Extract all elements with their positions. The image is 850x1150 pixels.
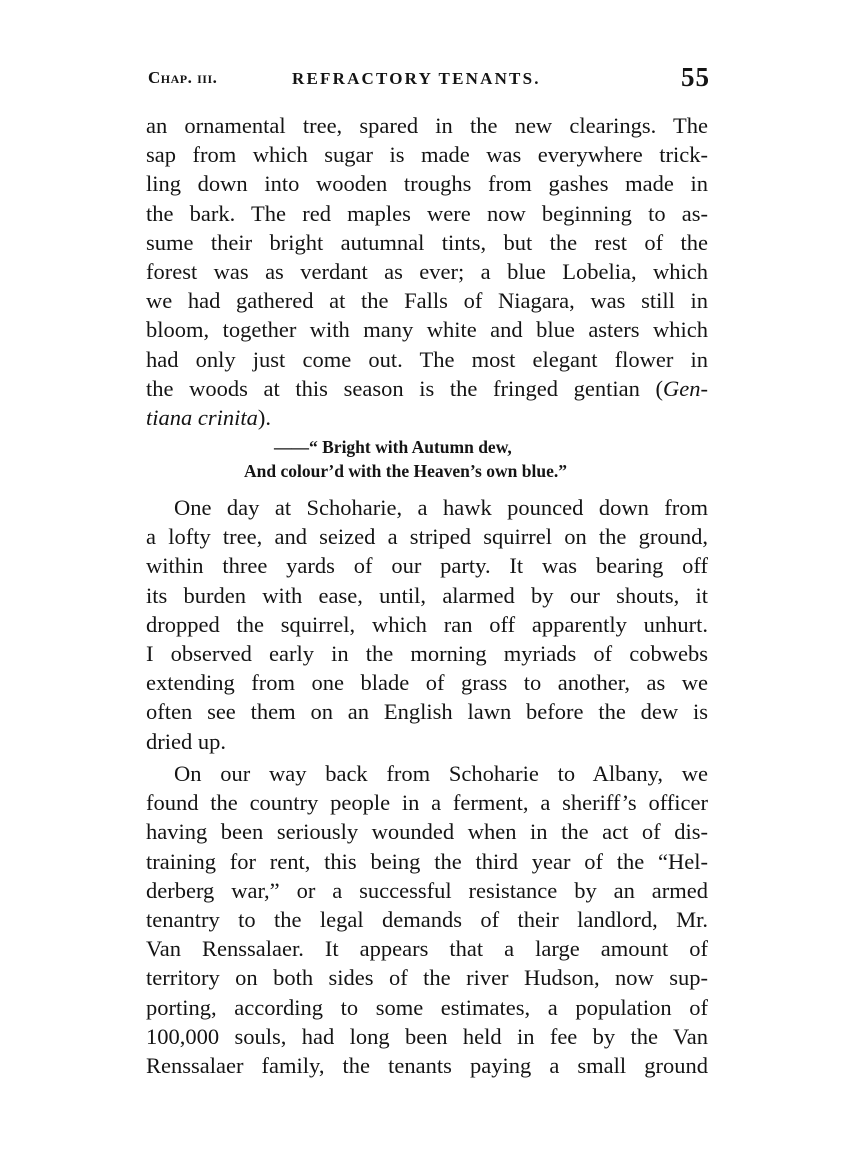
chapter-label: Chap. iii. xyxy=(148,68,218,87)
running-header xyxy=(146,60,712,96)
paragraph-continued xyxy=(146,111,708,432)
text-line xyxy=(146,403,708,432)
text-line: bloom, together with many white and blue asters which xyxy=(146,317,708,343)
text-line xyxy=(146,374,708,403)
running-title: REFRACTORY TENANTS. xyxy=(292,69,541,88)
text-line: extending from one blade of grass to another, as we xyxy=(146,670,708,696)
text-line: dropped the squirrel, which ran off apparently unhurt. xyxy=(146,611,708,637)
text-line: an ornamental tree, spared in the new clearings. The xyxy=(146,113,708,138)
text-line: One day at Schoharie, a hawk pounced down from xyxy=(174,495,708,520)
text-line: a lofty tree, and seized a striped squirrel on the ground, xyxy=(146,524,708,550)
text-line: 100,000 souls, had long been held in fee by the Van xyxy=(146,1023,708,1049)
text-line: its burden with ease, until, alarmed by our shouts, it xyxy=(146,582,708,608)
text-line: porting, according to some estimates, a population of xyxy=(146,994,708,1020)
text-line: had only just come out. The most elegant flower in xyxy=(146,346,708,372)
page-number: 55 xyxy=(681,62,710,92)
text-line: tenantry to the legal demands of their landlord, Mr. xyxy=(146,906,708,932)
italic-fragment: Gen- xyxy=(663,375,708,401)
text-line: Renssalaer family, the tenants paying a small ground xyxy=(146,1052,708,1078)
text-line: found the country people in a ferment, a sheriff’s officer xyxy=(146,790,708,816)
text-line: training for rent, this being the third year of the “Hel- xyxy=(146,848,708,874)
text-line: On our way back from Schoharie to Albany, we xyxy=(174,761,708,786)
paragraph xyxy=(146,493,708,756)
quote-line: And colour’d with the Heaven’s own blue.” xyxy=(244,461,567,481)
text-fragment: ). xyxy=(257,404,271,430)
quote-line: ——“ Bright with Autumn dew, xyxy=(274,437,512,457)
text-line: I observed early in the morning myriads of cobwebs xyxy=(146,640,708,666)
text-line: forest was as verdant as ever; a blue Lobelia, which xyxy=(146,258,708,284)
paragraph xyxy=(146,759,708,1080)
text-line: having been seriously wounded when in the act of dis- xyxy=(146,819,708,845)
text-line: territory on both sides of the river Hudson, now sup- xyxy=(146,965,708,991)
text-line: derberg war,” or a successful resistance by an armed xyxy=(146,877,708,903)
text-line: sume their bright autumnal tints, but the rest of the xyxy=(146,229,708,255)
text-line: sap from which sugar is made was everywhere trick- xyxy=(146,142,708,168)
italic-fragment: tiana crinita xyxy=(146,404,258,430)
text-line: we had gathered at the Falls of Niagara, was still in xyxy=(146,288,708,314)
text-line: often see them on an English lawn before the dew is xyxy=(146,699,708,725)
text-line: ling down into wooden troughs from gashes made in xyxy=(146,171,708,197)
text-line: dried up. xyxy=(146,728,226,754)
text-line: the bark. The red maples were now beginning to as- xyxy=(146,200,708,226)
text-line: within three yards of our party. It was bearing off xyxy=(146,553,708,579)
text-line: Van Renssalaer. It appears that a large amount of xyxy=(146,936,708,962)
text-fragment: the woods at this season is the fringed gentian ( xyxy=(146,375,664,401)
